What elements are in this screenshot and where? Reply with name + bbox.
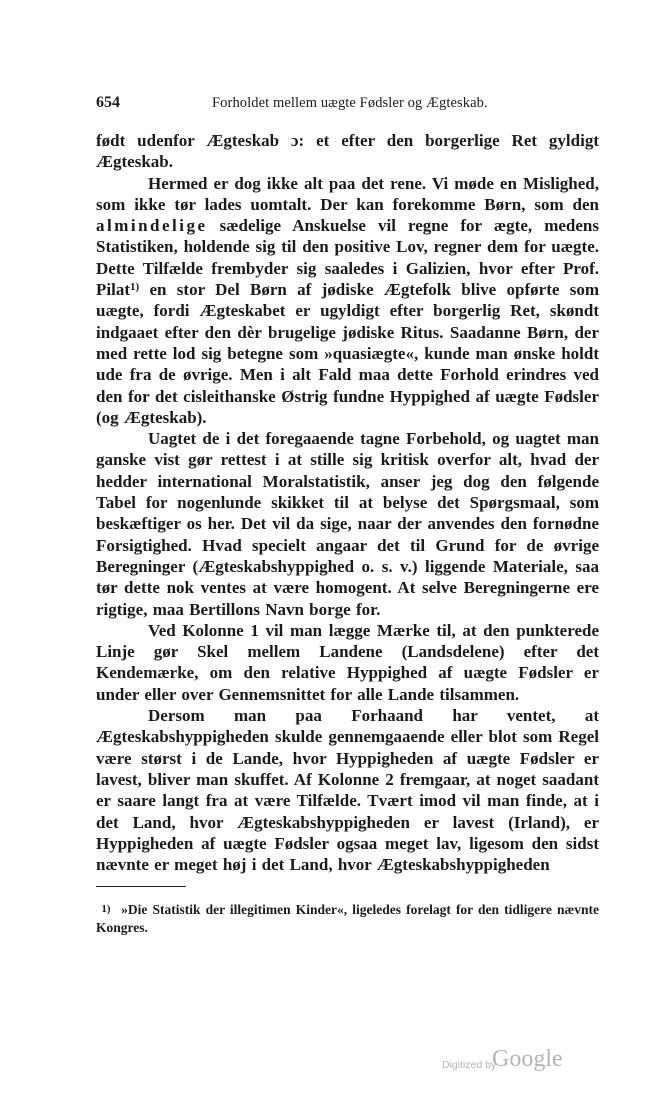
paragraph <box>96 173 599 429</box>
paragraph-text: Dersom man paa Forhaand har ventet, at Ægteskabshyppigheden skulde gennemgaaende eller blot som Regel være størst i de Lande, hvor Hyppigheden af uægte Fødsler er lavest, bliver man skuffet. Af Kolonne 2 fremgaar, at noget saadant er saare langt fra at være Tilfælde. Tvært imod vil man finde, at i det Land, hvor Ægteskabshyppigheden er lavest (Irland), er Hyppigheden af uægte Fødsler ogsaa meget lav, ligesom den sidst nævnte er meget høj i det Land, hvor Ægteskabshyppigheden <box>96 706 599 875</box>
paragraph-text: født udenfor Ægteskab ɔ: et efter den borgerlige Ret gyldigt Ægteskab. <box>96 131 599 172</box>
paragraph-text: Hermed er dog ikke alt paa det rene. Vi møde en Mislighed, som ikke tør lades uomtalt. Der kan forekomme Børn, som den <box>96 173 599 214</box>
paragraph-text: Ved Kolonne 1 vil man lægge Mærke til, at den punkterede Linje gør Skel mellem Landene (Landsdelene) efter det Kendemærke, om den relative Hyppighed af uægte Fødsler er under eller over Gennemsnittet for alle Lande tilsammen. <box>96 620 599 704</box>
footnote <box>96 900 599 937</box>
watermark-digitized-label: Digitized by <box>442 1059 497 1071</box>
paragraph <box>96 130 599 173</box>
body-text <box>96 130 599 875</box>
spaced-emphasis: almindelige <box>96 216 208 236</box>
footnote-text: »Die Statistik der illegitimen Kinder«, ligeledes forelagt for den tidligere nævnte Kongres. <box>96 902 600 935</box>
footnote-reference: 1) <box>130 281 140 294</box>
paragraph <box>96 705 599 875</box>
paragraph-text: en stor Del Børn af jødiske Ægtefolk blive opførte som uægte, fordi Ægteskabet er ugyldigt efter borgerlig Ret, skøndt indgaaet efter den dèr brugelige jødiske Ritus. Saadanne Børn, der med rette lod sig betegne som »quasiægte«, kunde man ønske holdt ude fra de øvrige. Men i alt Fald maa dette Forhold erindres ved den for det cisleithanske Østrig fundne Hyppighed af uægte Fødsler (og Ægteskab). <box>96 280 599 427</box>
paragraph-text: Uagtet de i det foregaaende tagne Forbehold, og uagtet man ganske vist gør rettest i at stille sig kritisk overfor alt, hvad der hedder international Moralstatistik, anser jeg dog den følgende Tabel for nogenlunde skikket til at belyse det Spørgsmaal, som beskæftiger os her. Det vil da sige, naar der anvendes den fornødne Forsigtighed. Hvad specielt angaar det til Grund for de øvrige Beregninger (Ægteskabshyppighed o. s. v.) liggende Materiale, saa tør dette nok ventes at være homogent. At selve Beregningerne ere rigtige, maa Bertillons Navn borge for. <box>96 429 599 619</box>
google-watermark <box>442 1046 582 1074</box>
paragraph <box>96 428 599 620</box>
google-logo: Google <box>492 1046 563 1072</box>
footnote-divider <box>96 886 186 887</box>
footnote-mark: 1) <box>101 903 111 915</box>
page-number: 654 <box>96 94 120 111</box>
paragraph <box>96 620 599 705</box>
running-head <box>96 94 566 114</box>
paragraph-text: sædelige Anskuelse vil regne for ægte, medens Statistiken, holdende sig til den positive Lov, regner dem for uægte. Dette Tilfælde frembyder sig saaledes i Galizien, hvor efter Prof. Pilat <box>96 216 599 300</box>
running-title: Forholdet mellem uægte Fødsler og Ægteskab. <box>212 95 488 111</box>
